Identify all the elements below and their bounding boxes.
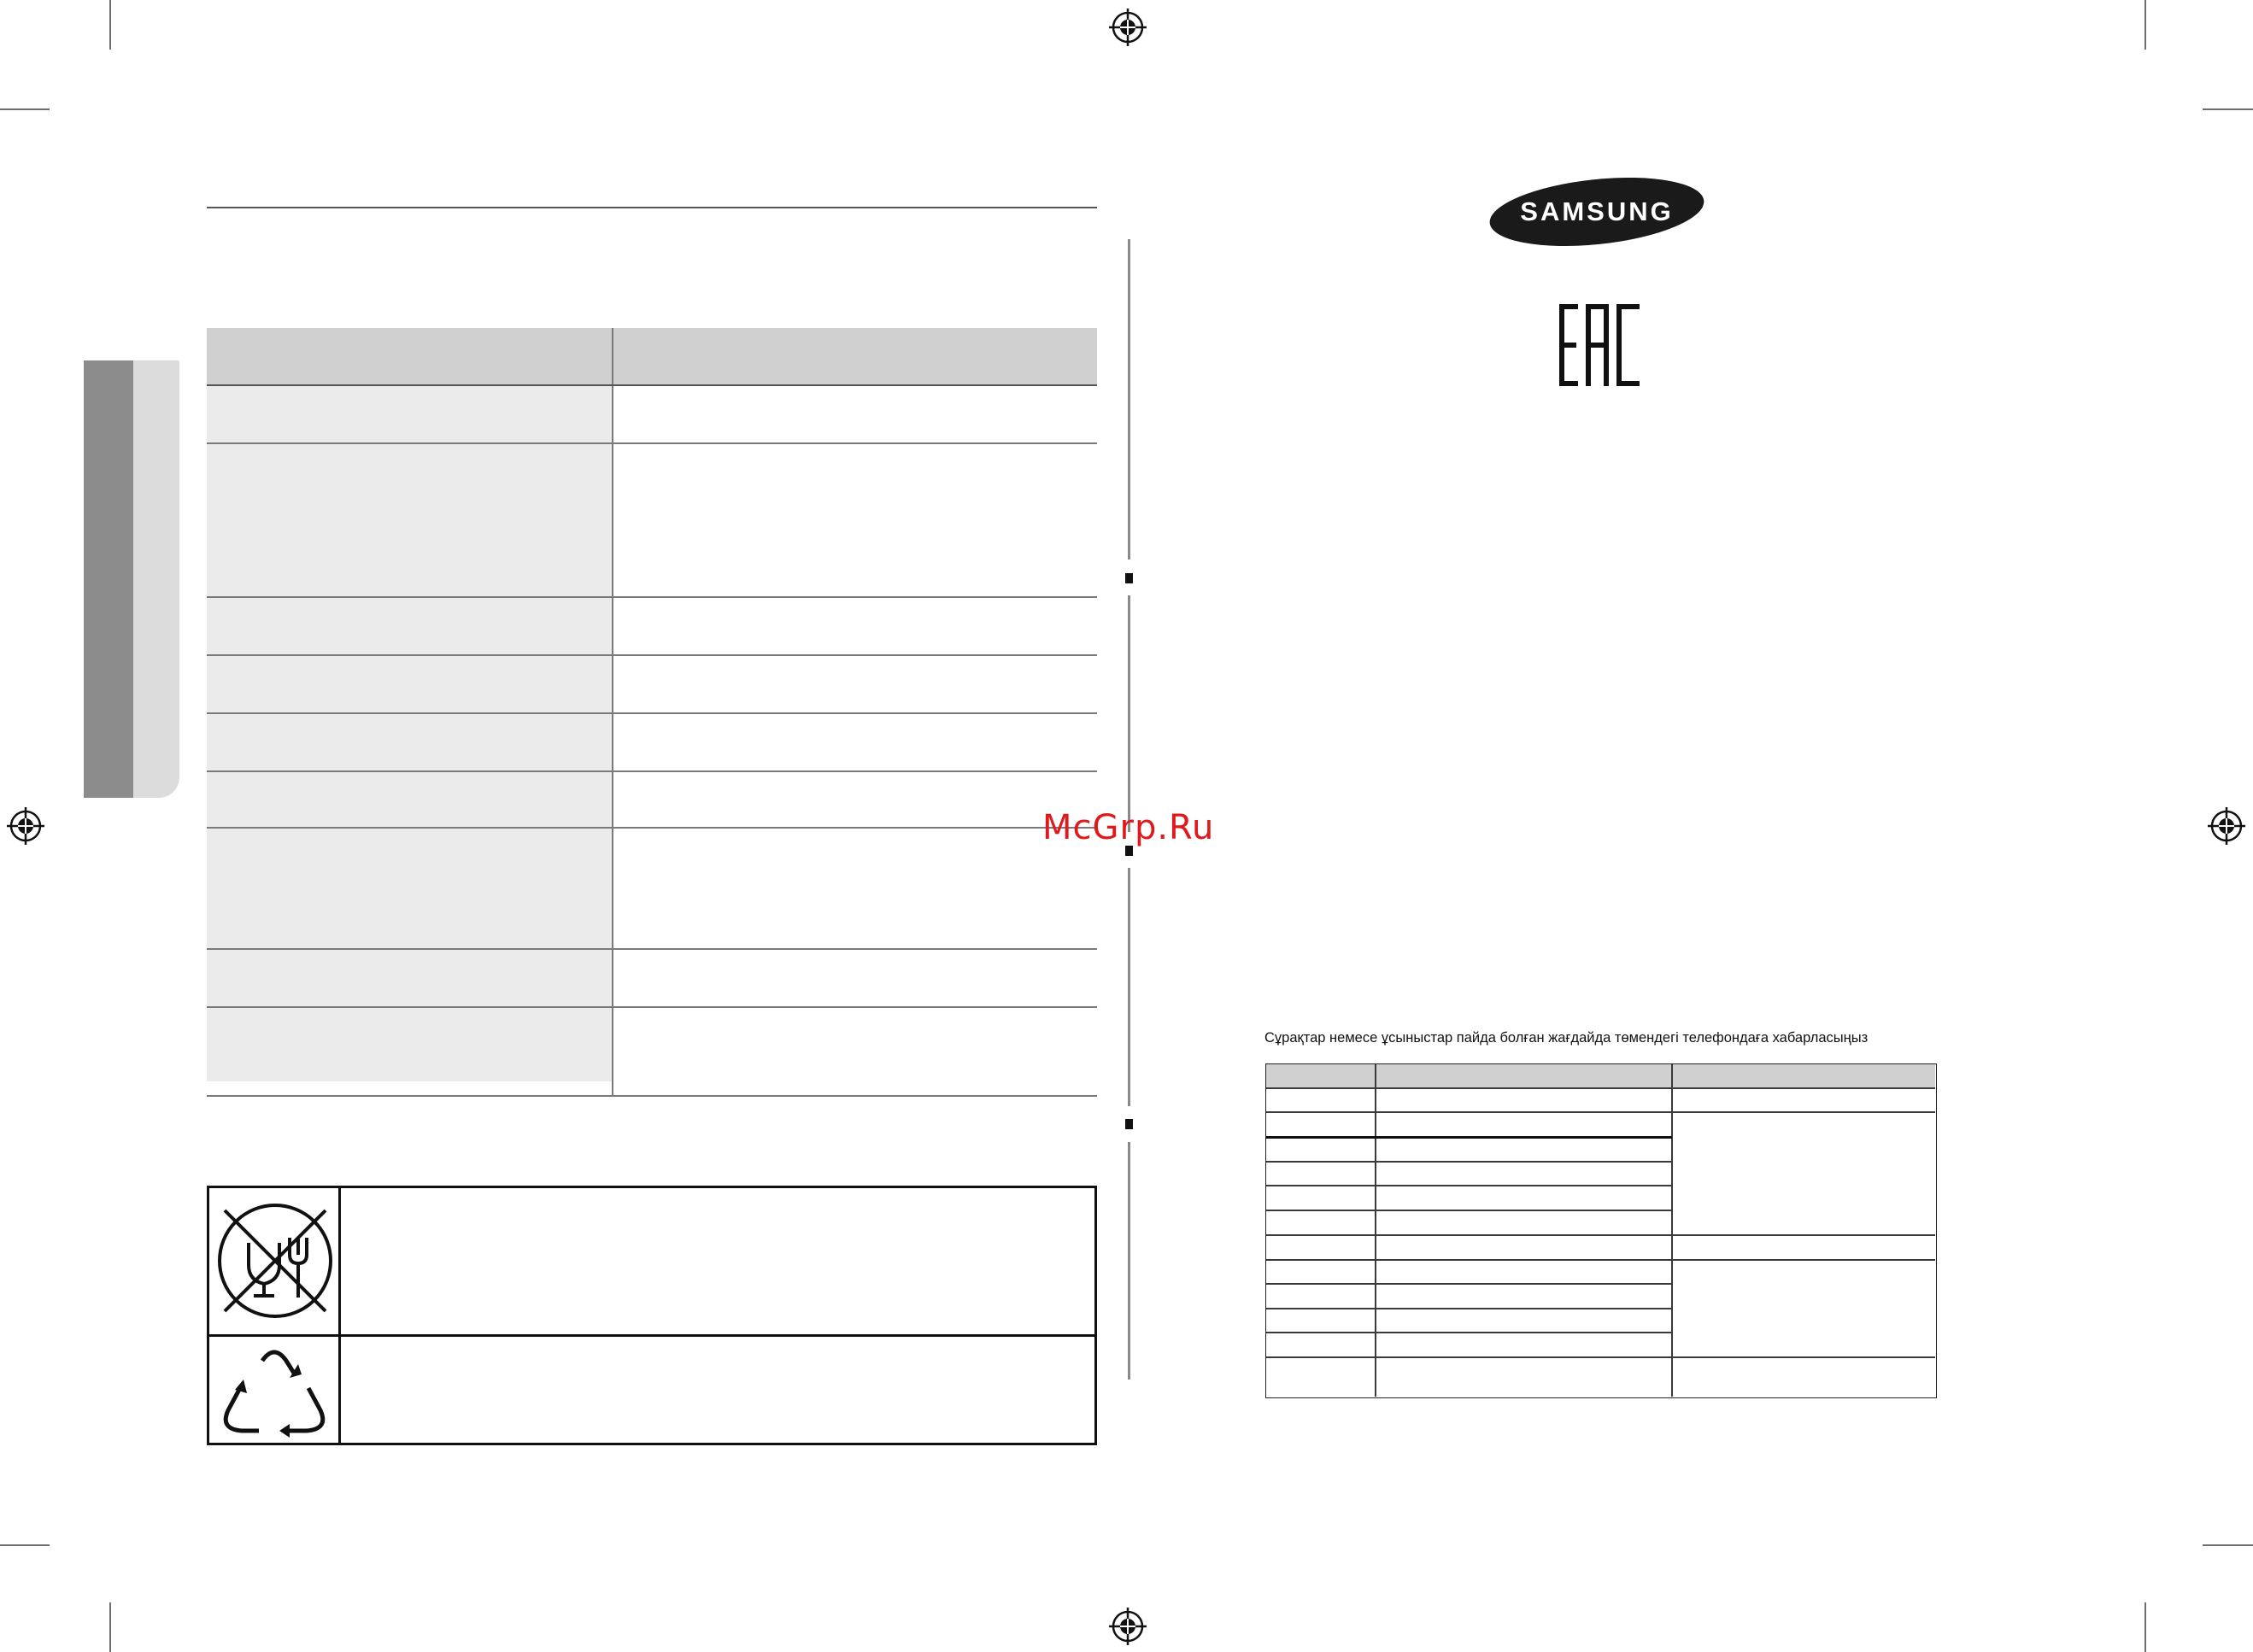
row-divider bbox=[207, 770, 1097, 772]
contact-row-divider bbox=[1266, 1185, 1672, 1186]
row-divider bbox=[207, 1006, 1097, 1008]
contact-row-divider bbox=[1266, 1161, 1672, 1163]
crop-mark bbox=[2203, 1544, 2253, 1546]
svg-text:SAMSUNG: SAMSUNG bbox=[1520, 196, 1674, 226]
contact-row-divider bbox=[1266, 1283, 1672, 1285]
row-divider bbox=[207, 654, 1097, 656]
row-divider bbox=[207, 948, 1097, 950]
symbols-table bbox=[207, 1186, 1097, 1445]
contact-row-divider bbox=[1266, 1210, 1672, 1211]
registration-mark-icon bbox=[7, 807, 44, 845]
row-divider bbox=[207, 442, 1097, 444]
contact-row-divider bbox=[1266, 1356, 1935, 1358]
not-food-safe-icon bbox=[216, 1202, 334, 1320]
contact-row-divider bbox=[1266, 1087, 1935, 1089]
contact-row-divider bbox=[1266, 1332, 1672, 1333]
crop-mark bbox=[2144, 1602, 2146, 1652]
watermark: McGrp.Ru bbox=[1042, 808, 1215, 847]
row-divider bbox=[207, 384, 1097, 386]
contact-table-header bbox=[1266, 1064, 1935, 1087]
contact-row-divider bbox=[1266, 1234, 1935, 1236]
side-tab-dark bbox=[84, 360, 133, 798]
crop-mark bbox=[109, 1602, 111, 1652]
contact-row-divider bbox=[1266, 1111, 1935, 1113]
contact-table bbox=[1265, 1063, 1937, 1398]
crop-mark bbox=[0, 108, 50, 110]
registration-mark-icon bbox=[2208, 807, 2245, 845]
row-divider bbox=[207, 712, 1097, 714]
contact-row-divider bbox=[1266, 1136, 1672, 1139]
crop-mark bbox=[109, 0, 111, 50]
crop-mark bbox=[0, 1544, 50, 1546]
registration-mark-icon bbox=[1109, 9, 1147, 46]
spec-label-column bbox=[207, 386, 612, 1081]
crop-mark bbox=[2144, 0, 2146, 50]
recycle-icon bbox=[220, 1345, 329, 1439]
symbols-column-divider bbox=[338, 1188, 341, 1443]
spec-table-header bbox=[207, 328, 1097, 384]
contact-column-divider bbox=[1375, 1064, 1376, 1397]
contact-row-divider bbox=[1266, 1308, 1672, 1309]
contact-row-divider bbox=[1266, 1259, 1935, 1261]
row-divider bbox=[207, 1095, 1097, 1097]
registration-mark-icon bbox=[1109, 1608, 1147, 1645]
crop-mark bbox=[2203, 108, 2253, 110]
samsung-logo bbox=[1488, 176, 1705, 248]
contact-question: Сұрақтар немесе ұсыныстар пайда болған жағдайда төмендегі телефондаға хабарласыңыз bbox=[1264, 1030, 1869, 1046]
row-divider bbox=[207, 596, 1097, 598]
fold-tick bbox=[1125, 573, 1133, 583]
contact-column-divider bbox=[1671, 1064, 1673, 1397]
top-rule bbox=[207, 207, 1097, 208]
spec-table bbox=[207, 328, 1097, 1097]
symbols-row-divider bbox=[209, 1334, 1094, 1337]
fold-tick bbox=[1125, 1119, 1133, 1129]
row-divider bbox=[207, 827, 1097, 829]
eac-mark-icon bbox=[1558, 304, 1640, 386]
